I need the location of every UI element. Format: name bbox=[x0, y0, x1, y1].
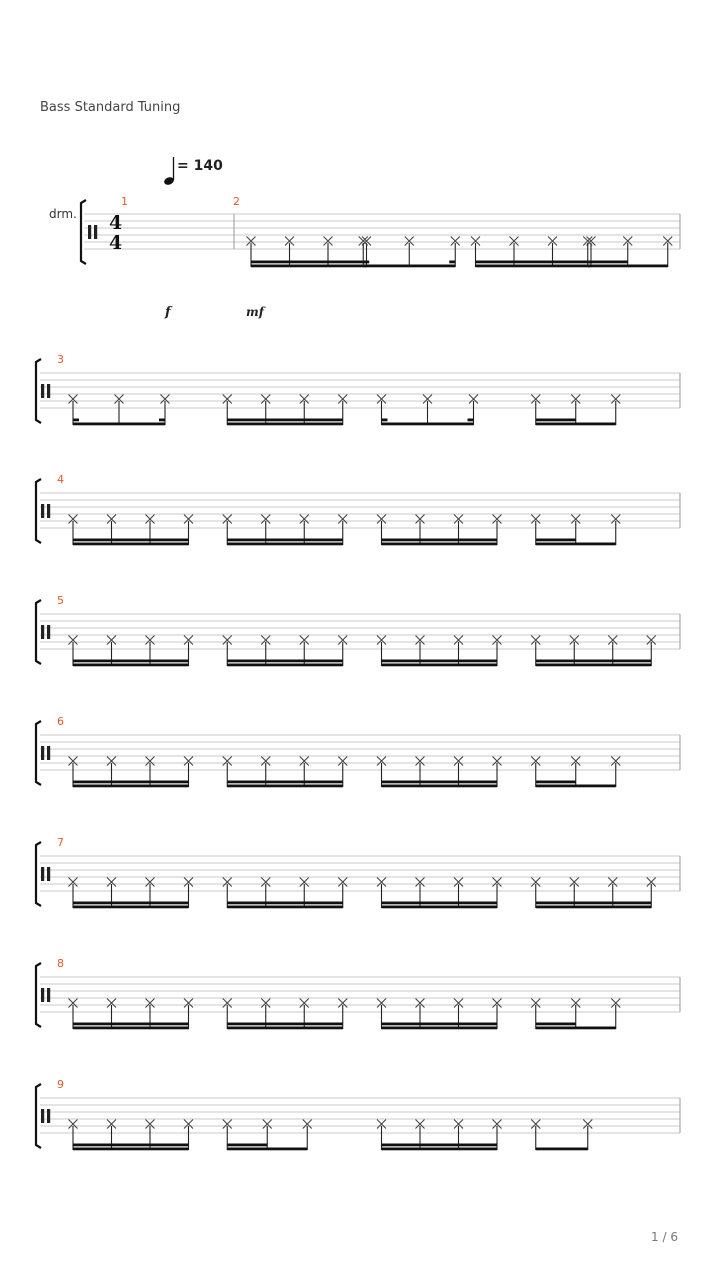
percussion-clef-icon bbox=[94, 225, 97, 239]
beam-secondary bbox=[227, 539, 343, 542]
beam-primary bbox=[227, 785, 343, 788]
beam-primary bbox=[382, 785, 498, 788]
beam-primary bbox=[227, 1148, 307, 1151]
beam-secondary bbox=[382, 660, 498, 663]
beam-primary bbox=[73, 785, 189, 788]
tempo-value: = 140 bbox=[177, 158, 223, 174]
measure-number: 1 bbox=[121, 195, 128, 208]
percussion-clef-icon bbox=[47, 746, 50, 760]
beam-secondary bbox=[382, 902, 498, 905]
beam-secondary bbox=[227, 419, 343, 422]
beam-primary bbox=[227, 1027, 343, 1030]
system-bracket bbox=[81, 200, 86, 264]
percussion-clef-icon bbox=[41, 1109, 44, 1123]
beam-stub bbox=[468, 419, 474, 422]
measure-number: 3 bbox=[57, 353, 64, 366]
beam-secondary bbox=[227, 1144, 267, 1147]
beam-stub bbox=[159, 419, 165, 422]
percussion-clef-icon bbox=[47, 988, 50, 1002]
beam-primary bbox=[73, 664, 189, 667]
system-bracket bbox=[36, 842, 41, 906]
page-indicator: 1 / 6 bbox=[651, 1230, 678, 1244]
percussion-clef-icon bbox=[47, 867, 50, 881]
beam-stub bbox=[73, 419, 79, 422]
beam-secondary bbox=[536, 1023, 576, 1026]
system-bracket bbox=[36, 963, 41, 1027]
beam-secondary bbox=[536, 539, 576, 542]
beam-primary bbox=[251, 265, 367, 268]
beam-secondary bbox=[536, 419, 576, 422]
system-1 bbox=[81, 195, 680, 267]
system-bracket bbox=[36, 479, 41, 543]
beam-secondary bbox=[73, 660, 189, 663]
measure-number: 8 bbox=[57, 957, 64, 970]
beam-secondary bbox=[588, 261, 628, 264]
beam-primary bbox=[382, 543, 498, 546]
measure-number: 4 bbox=[57, 473, 64, 486]
beam-secondary bbox=[382, 1023, 498, 1026]
beam-primary bbox=[73, 1148, 189, 1151]
percussion-clef-icon bbox=[47, 504, 50, 518]
beam-secondary bbox=[536, 781, 576, 784]
beam-secondary bbox=[251, 261, 367, 264]
system-8 bbox=[36, 957, 680, 1029]
beam-primary bbox=[73, 1027, 189, 1030]
beam-primary bbox=[227, 423, 343, 426]
time-signature-top: 4 bbox=[109, 212, 123, 234]
percussion-clef-icon bbox=[41, 867, 44, 881]
beam-secondary bbox=[227, 902, 343, 905]
measure-number: 5 bbox=[57, 594, 64, 607]
beam-primary bbox=[73, 423, 165, 426]
system-7 bbox=[36, 836, 680, 908]
dynamic-mezzo-forte: mf bbox=[246, 305, 264, 319]
percussion-clef-icon bbox=[47, 625, 50, 639]
system-bracket bbox=[36, 1084, 41, 1148]
beam-secondary bbox=[227, 660, 343, 663]
tempo-marking bbox=[163, 157, 223, 186]
beam-primary bbox=[476, 265, 592, 268]
beam-secondary bbox=[73, 902, 189, 905]
beam-secondary bbox=[536, 660, 652, 663]
beam-stub bbox=[363, 261, 369, 264]
tuning-label: Bass Standard Tuning bbox=[40, 100, 181, 115]
beam-primary bbox=[382, 1027, 498, 1030]
system-3 bbox=[36, 353, 680, 425]
measure-number: 6 bbox=[57, 715, 64, 728]
beam-secondary bbox=[382, 539, 498, 542]
beam-primary bbox=[73, 906, 189, 909]
percussion-clef-icon bbox=[41, 746, 44, 760]
beam-primary bbox=[227, 906, 343, 909]
beam-primary bbox=[536, 664, 652, 667]
beam-primary bbox=[536, 423, 616, 426]
beam-stub bbox=[449, 261, 455, 264]
percussion-clef-icon bbox=[41, 504, 44, 518]
beam-secondary bbox=[73, 1144, 189, 1147]
measure-number: 2 bbox=[233, 195, 240, 208]
beam-secondary bbox=[73, 781, 189, 784]
beam-secondary bbox=[382, 781, 498, 784]
beam-secondary bbox=[73, 539, 189, 542]
beam-primary bbox=[227, 664, 343, 667]
measure-number: 7 bbox=[57, 836, 64, 849]
beam-primary bbox=[382, 664, 498, 667]
percussion-clef-icon bbox=[41, 988, 44, 1002]
system-bracket bbox=[36, 600, 41, 664]
instrument-label: drm. bbox=[49, 207, 77, 221]
system-4 bbox=[36, 473, 680, 545]
system-5 bbox=[36, 594, 680, 666]
beam-stub bbox=[382, 419, 388, 422]
beam-primary bbox=[363, 265, 455, 268]
percussion-clef-icon bbox=[47, 384, 50, 398]
percussion-clef-icon bbox=[41, 384, 44, 398]
beam-primary bbox=[382, 423, 474, 426]
beam-primary bbox=[73, 543, 189, 546]
beam-primary bbox=[536, 1027, 616, 1030]
beam-primary bbox=[536, 1148, 588, 1151]
beam-primary bbox=[227, 543, 343, 546]
beam-primary bbox=[382, 906, 498, 909]
percussion-clef-icon bbox=[41, 625, 44, 639]
beam-secondary bbox=[476, 261, 592, 264]
beam-secondary bbox=[536, 902, 652, 905]
system-bracket bbox=[36, 721, 41, 785]
beam-secondary bbox=[227, 1023, 343, 1026]
beam-secondary bbox=[382, 1144, 498, 1147]
dynamic-forte: f bbox=[165, 305, 171, 320]
beam-primary bbox=[382, 1148, 498, 1151]
beam-secondary bbox=[73, 1023, 189, 1026]
system-6 bbox=[36, 715, 680, 787]
percussion-clef-icon bbox=[47, 1109, 50, 1123]
system-bracket bbox=[36, 359, 41, 423]
beam-primary bbox=[588, 265, 668, 268]
measure-number: 9 bbox=[57, 1078, 64, 1091]
time-signature-bottom: 4 bbox=[109, 232, 123, 254]
beam-primary bbox=[536, 785, 616, 788]
percussion-clef-icon bbox=[88, 225, 91, 239]
beam-secondary bbox=[227, 781, 343, 784]
beam-primary bbox=[536, 906, 652, 909]
system-9 bbox=[36, 1078, 680, 1150]
beam-primary bbox=[536, 543, 616, 546]
